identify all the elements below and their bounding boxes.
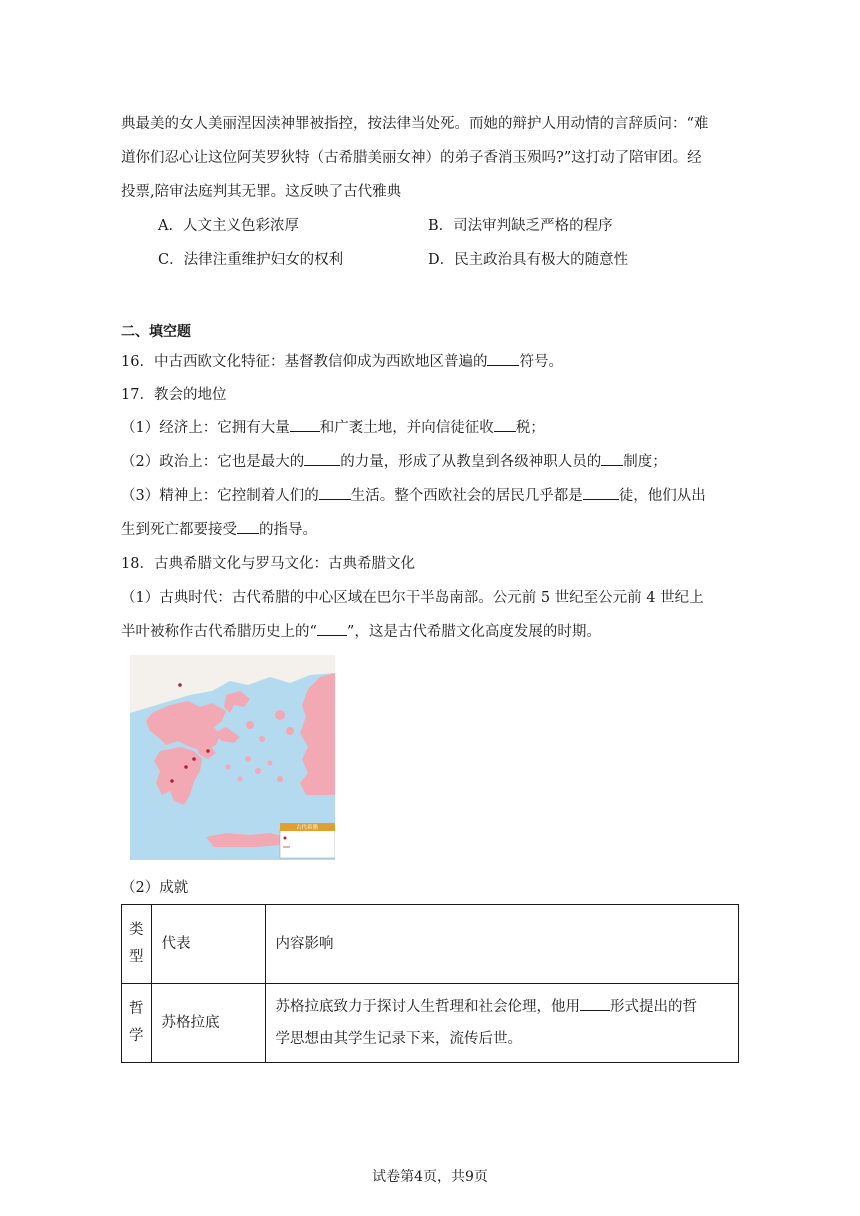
q18-part1-text-b: ”，这是古代希腊文化高度发展的时期。 <box>346 624 601 640</box>
row-type-char2: 学 <box>129 1028 144 1044</box>
city-dot <box>170 779 174 783</box>
q17-part3 <box>121 484 706 505</box>
page-footer: 试卷第4页，共9页 <box>372 1169 488 1185</box>
island <box>255 768 261 774</box>
q17-part1 <box>121 416 545 437</box>
island <box>226 765 231 770</box>
q15-stem-line2: 道你们忍心让这位阿芙罗狄特（古希腊美丽女神）的弟子香消玉殒吗?”这打动了陪审团。经 <box>121 150 702 166</box>
q15-option-a: A．人文主义色彩浓厚 <box>158 218 299 234</box>
crete <box>206 833 286 847</box>
island <box>259 736 265 742</box>
q16-text-before: 16．中古西欧文化特征：基督教信仰成为西欧地区普遍的 <box>121 354 488 370</box>
q16 <box>121 350 563 371</box>
q16-text-after: 符号。 <box>519 354 563 370</box>
q17-part3-text-a: （3）精神上：它控制着人们的 <box>121 488 319 504</box>
row-representative: 苏格拉底 <box>151 984 265 1063</box>
answer-blank <box>580 996 610 1011</box>
answer-blank <box>317 621 347 636</box>
q17-part2-text-a: （2）政治上：它也是最大的 <box>121 454 305 470</box>
table-row <box>122 984 739 1063</box>
q15-option-c: C．法律注重维护妇女的权利 <box>158 252 344 268</box>
island <box>268 761 273 766</box>
answer-blank <box>583 485 619 500</box>
q18-title: 18．古典希腊文化与罗马文化：古典希腊文化 <box>121 556 415 572</box>
section-title: 二、填空题 <box>121 324 191 340</box>
q17-part3-cont-text-a: 生到死亡都要接受 <box>121 522 237 538</box>
row-content-text-c: 学思想由其学生记录下来，流传后世。 <box>275 1031 522 1047</box>
answer-blank <box>319 485 351 500</box>
table-header-row <box>122 905 739 984</box>
city-dot <box>192 757 196 761</box>
island <box>246 721 254 729</box>
row-type <box>122 984 152 1063</box>
island <box>277 776 283 782</box>
header-content: 内容影响 <box>265 905 739 984</box>
achievements-table <box>121 904 739 1063</box>
q17-part1-text-c: 税； <box>515 420 545 436</box>
island <box>245 756 251 762</box>
ancient-greece-map <box>130 655 335 860</box>
q17-part3-cont <box>121 518 317 539</box>
island <box>286 727 294 735</box>
q17-part2-text-c: 制度； <box>623 454 667 470</box>
header-representative: 代表 <box>151 905 265 984</box>
q17-part1-text-b: 和广袤土地，并向信徒征收 <box>319 420 494 436</box>
header-type <box>122 905 152 984</box>
legend-city-symbol <box>284 837 287 840</box>
q15-option-d: D．民主政治具有极大的随意性 <box>428 252 629 268</box>
answer-blank <box>494 417 516 432</box>
answer-blank <box>304 451 340 466</box>
answer-blank <box>237 519 259 534</box>
city-dot <box>206 749 210 753</box>
row-type-char1: 哲 <box>129 1001 144 1017</box>
island <box>238 777 243 782</box>
answer-blank <box>290 417 320 432</box>
q17-title: 17．教会的地位 <box>121 387 227 403</box>
map-legend-title: 古代希腊 <box>295 825 319 831</box>
city-dot <box>184 765 188 769</box>
map-legend <box>280 830 335 858</box>
q18-part2: （2）成就 <box>121 880 189 896</box>
city-dot <box>178 683 182 687</box>
q15-stem-line3: 投票,陪审法庭判其无罪。这反映了古代雅典 <box>121 184 402 200</box>
header-type-char2: 型 <box>129 949 144 965</box>
row-content <box>265 984 739 1063</box>
row-content-text-b: 形式提出的哲 <box>610 999 697 1015</box>
q17-part3-cont-text-b: 的指导。 <box>259 522 317 538</box>
answer-blank <box>487 351 519 366</box>
q18-part1-line2 <box>121 620 601 641</box>
q15-option-b: B．司法审判缺乏严格的程序 <box>428 218 613 234</box>
q17-part1-text-a: （1）经济上：它拥有大量 <box>121 420 290 436</box>
q17-part3-text-c: 徒，他们从出 <box>618 488 706 504</box>
header-type-char1: 类 <box>129 922 144 938</box>
q17-part2 <box>121 450 667 471</box>
q15-stem-line1: 典最美的女人美丽涅因渎神罪被指控，按法律当处死。而她的辩护人用动情的言辞质问：“难 <box>121 116 709 132</box>
island <box>275 710 285 720</box>
row-content-text-a: 苏格拉底致力于探讨人生哲理和社会伦理，他用 <box>275 999 580 1015</box>
answer-blank <box>601 451 623 466</box>
q18-part1-line1: （1）古典时代：古代希腊的中心区域在巴尔干半岛南部。公元前 5 世纪至公元前 4 世纪上 <box>121 590 704 606</box>
q17-part3-text-b: 生活。整个西欧社会的居民几乎都是 <box>350 488 583 504</box>
q18-part1-text-a: 半叶被称作古代希腊历史上的“ <box>121 624 317 640</box>
q17-part2-text-b: 的力量，形成了从教皇到各级神职人员的 <box>340 454 602 470</box>
